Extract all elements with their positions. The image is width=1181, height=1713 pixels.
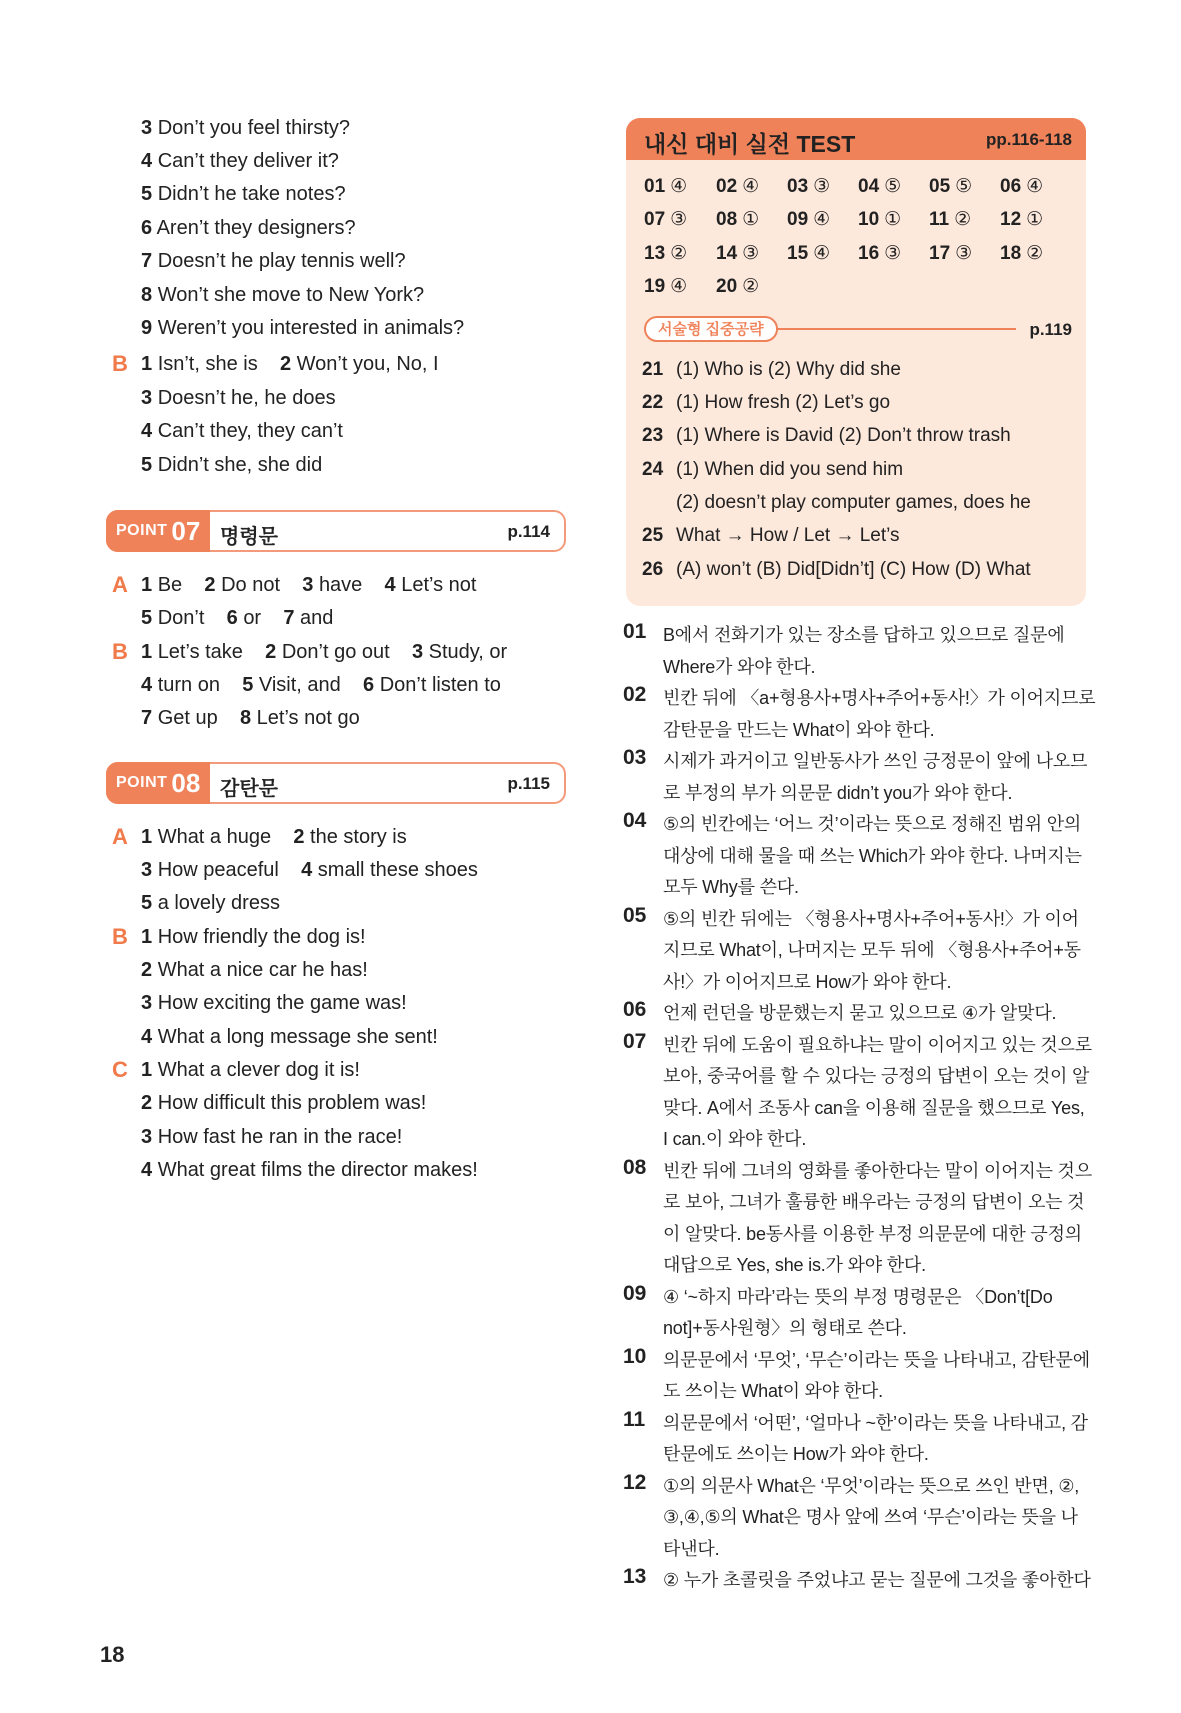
answer-item [1000,242,1043,265]
explanation-line: 빈칸 뒤에 〈a+형용사+명사+주어+동사!〉가 이어지므로 [663,688,1096,708]
answer-number: 08 [716,209,738,230]
explanation-item [623,1155,1092,1282]
answer-item [787,208,830,231]
answer-item [644,175,687,198]
explanation-line: ①의 의문사 What은 ‘무엇’이라는 뜻으로 쓰인 반면, ②, [663,1475,1080,1496]
writing-section-page: p.119 [1029,320,1072,339]
writing-answer: (2) doesn’t play computer games, does he [676,492,1031,513]
answer-number: 15 [787,243,809,264]
section-letter-b: B [112,639,128,664]
answer-item [644,275,687,298]
explanation-line: 의문문에서 ‘무엇’, ‘무슨’이라는 뜻을 나타내고, 감탄문에 [663,1349,1090,1370]
explanation-number: 04 [623,809,647,832]
explanation-line: 타낸다. [663,1538,720,1559]
point-07-header [106,510,566,552]
answer-item [858,175,901,198]
explanation-line: 도 쓰이는 What이 와야 한다. [663,1381,883,1401]
answer-choice: ③ [884,243,902,264]
list-item: 1 How friendly the dog is! [141,926,366,948]
explanation-number: 10 [623,1344,647,1368]
list-item: 5 Don’t 6 or 7 and [141,607,334,629]
explanation-number: 02 [623,683,647,706]
explanation-line: 보아, 중국어를 할 수 있다는 긍정의 답변이 오는 것이 알 [663,1066,1090,1086]
test-pages: pp.116-118 [985,130,1072,149]
list-item: 8 Won’t she move to New York? [141,284,425,306]
list-item: 3 How fast he ran in the race! [141,1126,403,1148]
explanation-line: 로 보아, 그녀가 훌륭한 배우라는 긍정의 답변이 오는 것 [663,1192,1085,1212]
answer-number: 17 [929,243,951,264]
explanation-line: 맞다. A에서 조동사 can을 이용해 질문을 했으므로 Yes, [663,1097,1085,1118]
answer-choice: ⑤ [884,176,902,197]
point-title: 명령문 [220,526,278,548]
writing-section-label: 서술형 집중공략 [644,316,778,342]
explanation-item [623,746,1088,809]
explanation-line: B에서 전화기가 있는 장소를 답하고 있으므로 질문에 [663,625,1065,645]
explanation-item [623,1029,1092,1156]
explanation-item [623,809,1085,904]
explanation-item [623,1471,1085,1566]
explanation-item [623,1565,1091,1597]
explanation-number: 05 [623,903,647,927]
answer-item [644,242,687,265]
list-item: 5 Didn’t she, she did [141,454,323,476]
answer-item [787,175,830,198]
answer-choice: ④ [1026,176,1044,197]
answer-number: 07 [644,209,666,230]
answer-number: 12 [1000,209,1022,230]
explanation-number: 13 [623,1565,647,1588]
list-item: 3 Doesn’t he, he does [141,387,336,409]
explanation-item [623,998,1085,1030]
answer-number: 13 [644,243,666,264]
answer-item [716,275,759,298]
writing-answer: 23 (1) Where is David (2) Don’t throw trash [642,425,1011,446]
answer-choice: ① [1026,209,1044,230]
explanation-text [663,1345,1090,1408]
explanation-line: 시제가 과거이고 일반동사가 쓰인 긍정문이 앞에 나오므 [663,751,1088,771]
writing-answer: 24 (1) When did you send him [642,459,904,480]
explanation-item [623,1344,1090,1408]
answer-choice: ③ [670,209,688,230]
answer-item [716,175,759,198]
explanation-line: 지므로 What이, 나머지는 모두 뒤에 〈형용사+주어+동 [663,940,1081,960]
answer-choice: ② [670,243,688,264]
list-item: 7 Doesn’t he play tennis well? [141,250,406,272]
list-item: 5 a lovely dress [141,892,280,914]
explanation-text [663,1565,1091,1597]
explanation-text [663,998,1085,1030]
explanation-text [663,683,1096,746]
answer-choice: ④ [742,176,760,197]
answer-choice: ② [1026,243,1044,264]
explanation-line: 대상에 대해 물을 때 쓰는 Which가 와야 한다. 나머지는 [663,845,1082,866]
answer-choice: ③ [955,243,973,264]
list-item: 3 How exciting the game was! [141,992,407,1014]
explanation-number: 11 [623,1407,646,1431]
explanation-line: ③,④,⑤의 What은 명사 앞에 쓰여 ‘무슨’이라는 뜻을 나 [663,1507,1078,1527]
explanation-line: 탄문에도 쓰이는 How가 와야 한다. [663,1444,929,1464]
answer-choice: ② [742,276,760,297]
explanation-number: 09 [623,1281,647,1305]
answer-choice: ③ [742,243,760,264]
answer-number: 03 [787,176,809,197]
list-item: 3 Don’t you feel thirsty? [141,117,351,139]
explanation-line: 언제 런던을 방문했는지 묻고 있으므로 ④가 알맞다. [663,1003,1057,1023]
explanation-item [623,620,1085,683]
list-item: 4 Can’t they, they can’t [141,420,343,442]
point-tag: POINT 07 [106,510,210,552]
explanation-text [663,1282,1085,1345]
list-item: 4 turn on 5 Visit, and 6 Don’t listen to [141,674,501,696]
answer-number: 19 [644,276,666,297]
answer-choice: ④ [670,176,688,197]
explanation-text [663,746,1088,809]
answer-item [716,208,759,231]
explanation-number: 01 [623,620,647,643]
answer-item [858,208,901,231]
explanation-number: 12 [623,1470,647,1494]
point-tag: POINT 08 [106,762,210,804]
section-letter-a: A [112,572,128,597]
list-item: 1 Be 2 Do not 3 have 4 Let’s not [141,574,477,596]
list-item: 1 Isn’t, she is 2 Won’t you, No, I [141,353,439,375]
explanation-line: 감탄문을 만드는 What이 와야 한다. [663,719,935,740]
explanation-line: not]+동사원형〉의 형태로 쓴다. [663,1318,907,1338]
answer-choice: ③ [813,176,831,197]
explanation-line: Where가 와야 한다. [663,656,816,677]
answer-number: 16 [858,243,880,264]
answer-number: 06 [1000,176,1022,197]
explanation-line: ④ ‘~하지 마라’라는 뜻의 부정 명령문은 〈Don’t[Do [663,1286,1053,1307]
writing-answer: 22 (1) How fresh (2) Let’s go [642,392,891,413]
answer-number: 05 [929,176,951,197]
page-number: 18 [100,1642,125,1667]
list-item: 1 Let’s take 2 Don’t go out 3 Study, or [141,641,508,663]
section-letter-c: C [112,1057,128,1082]
answer-number: 11 [929,209,950,230]
list-item: 2 What a nice car he has! [141,959,368,981]
test-header [626,118,1086,160]
answer-choice: ② [954,209,972,230]
section-letter-b: B [112,924,128,949]
explanation-text [663,1408,1088,1471]
list-item: 9 Weren’t you interested in animals? [141,317,465,339]
writing-answer: 25 What → How / Let → Let’s [642,525,900,546]
explanation-line: ② 누가 초콜릿을 주었냐고 묻는 질문에 그것을 좋아한다 [663,1570,1091,1590]
explanation-item [623,1407,1088,1471]
answer-choice: ④ [813,243,831,264]
explanation-line: ⑤의 빈칸 뒤에는 〈형용사+명사+주어+동사!〉가 이어 [663,908,1079,929]
point-title: 감탄문 [220,778,278,800]
list-item: 4 Can’t they deliver it? [141,150,339,172]
explanation-line: 빈칸 뒤에 도움이 필요하냐는 말이 이어지고 있는 것으로 [663,1034,1092,1055]
answer-number: 04 [858,176,880,197]
explanation-number: 08 [623,1155,647,1179]
list-item: 2 How difficult this problem was! [141,1092,427,1114]
answer-choice: ⑤ [955,176,973,197]
answer-item [1000,175,1043,198]
answer-number: 10 [858,209,880,230]
answer-choice: ① [742,209,760,230]
explanation-line: 의문문에서 ‘어떤’, ‘얼마나 ~한’이라는 뜻을 나타내고, 감 [663,1412,1088,1433]
answer-number: 01 [644,176,666,197]
answer-item [929,208,971,231]
answer-item [929,242,972,265]
explanation-line: I can.이 와야 한다. [663,1129,807,1149]
writing-answer: 21 (1) Who is (2) Why did she [642,359,901,380]
explanation-item [623,1282,1085,1345]
list-item: 5 Didn’t he take notes? [141,183,346,205]
point-08-header [106,762,566,804]
section-letter-a: A [112,824,128,849]
explanation-item [623,904,1085,999]
explanation-text [663,1156,1092,1282]
divider [776,328,1016,330]
explanation-line: 로 부정의 부가 의문문 didn’t you가 와야 한다. [663,782,1013,803]
answer-choice: ① [884,209,902,230]
explanation-line: ⑤의 빈칸에는 ‘어느 것’이라는 뜻으로 정해진 범위 안의 [663,814,1082,834]
list-item: 1 What a huge 2 the story is [141,826,407,848]
answer-choice: ④ [813,209,831,230]
answer-number: 02 [716,176,738,197]
answer-number: 14 [716,243,738,264]
answer-number: 09 [787,209,809,230]
point-page: p.114 [507,522,550,541]
list-item: 4 What a long message she sent! [141,1026,438,1048]
answer-choice: ④ [670,276,688,297]
list-item: 3 How peaceful 4 small these shoes [141,859,478,881]
explanation-text [663,809,1085,904]
section-letter-b: B [112,351,128,376]
explanation-number: 07 [623,1029,647,1053]
answer-number: 18 [1000,243,1022,264]
explanation-line: 사!〉가 이어지므로 How가 와야 한다. [663,971,952,992]
explanation-text [663,904,1085,999]
answer-item [787,242,830,265]
explanation-item [623,683,1096,746]
list-item: 7 Get up 8 Let’s not go [141,707,360,729]
list-item: 1 What a clever dog it is! [141,1059,360,1081]
explanation-line: 모두 Why를 쓴다. [663,877,799,897]
test-title: 내신 대비 실전 TEST [644,131,856,157]
explanation-line: 빈칸 뒤에 그녀의 영화를 좋아한다는 말이 이어지는 것으 [663,1160,1092,1181]
answer-item [716,242,759,265]
point-page: p.115 [507,774,550,793]
explanation-number: 03 [623,746,647,769]
answer-item [929,175,972,198]
answer-item [644,208,687,231]
writing-answer: 26 (A) won’t (B) Did[Didn’t] (C) How (D) What [642,559,1031,580]
answer-item [1000,208,1043,231]
test-answer-box [626,118,1086,606]
explanation-text [663,620,1085,683]
list-item: 4 What great films the director makes! [141,1159,478,1181]
explanation-line: 대답으로 Yes, she is.가 와야 한다. [663,1255,926,1275]
answer-item [858,242,901,265]
list-item: 6 Aren’t they designers? [141,217,356,239]
explanation-line: 이 알맞다. be동사를 이용한 부정 의문문에 대한 긍정의 [663,1223,1082,1244]
explanation-number: 06 [623,998,647,1021]
explanation-text [663,1471,1085,1566]
answer-number: 20 [716,276,738,297]
explanation-text [663,1030,1092,1156]
